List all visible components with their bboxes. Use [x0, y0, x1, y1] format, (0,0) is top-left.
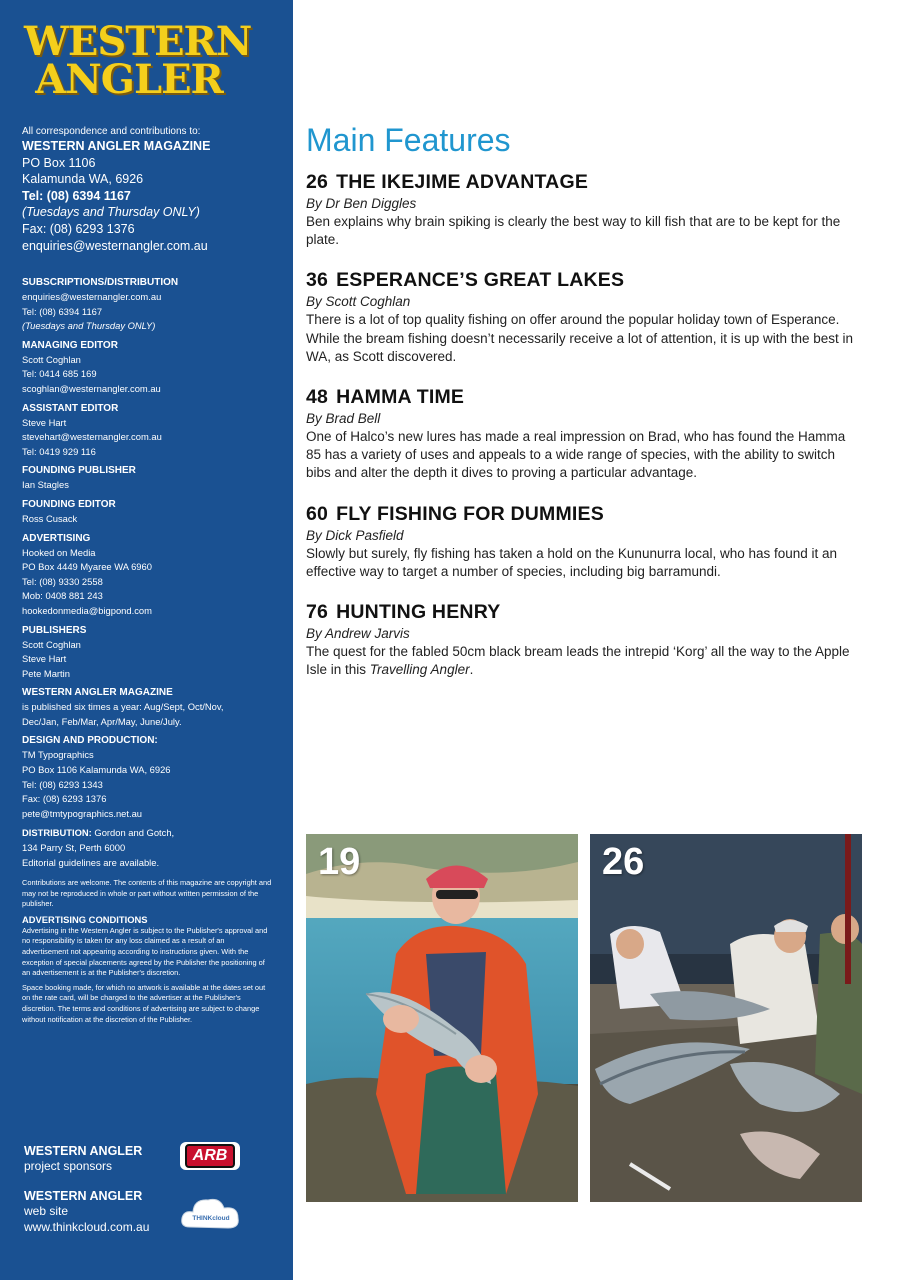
- credit-line: is published six times a year: Aug/Sept, Oct/Nov,: [22, 701, 224, 713]
- credit-line: Pete Martin: [22, 667, 70, 679]
- advertising-conditions-heading: ADVERTISING CONDITIONS: [22, 913, 148, 925]
- photo-page-number: 19: [318, 841, 361, 883]
- feature-byline: By Andrew Jarvis: [306, 626, 410, 642]
- feature-page-number: 60: [306, 502, 329, 525]
- credit-line: Steve Hart: [22, 653, 67, 665]
- feature-heading: [306, 502, 856, 527]
- feature-description: There is a lot of top quality fishing on offer around the popular holiday town of Esperance. While the bream fishing doesn’t necessarily receive a lot of attention, it is up with the best in WA, as Scott discovered.: [306, 312, 854, 364]
- credit-heading: SUBSCRIPTIONS/DISTRIBUTION: [22, 277, 179, 288]
- credit-line: 134 Parry St, Perth 6000: [22, 842, 126, 854]
- credit-line: PO Box 4449 Myaree WA 6960: [22, 561, 152, 573]
- thinkcloud-logo: [180, 1193, 242, 1233]
- credit-heading: FOUNDING PUBLISHER: [22, 465, 136, 477]
- credit-line: Ian Stagles: [22, 479, 69, 491]
- credit-line: TM Typographics: [22, 749, 94, 761]
- feature-title: FLY FISHING FOR DUMMIES: [336, 502, 604, 525]
- feature-page-number: 36: [306, 269, 329, 292]
- credit-heading: DESIGN AND PRODUCTION:: [22, 735, 158, 747]
- credit-line: Steve Hart: [22, 416, 67, 428]
- distribution-label: DISTRIBUTION:: [22, 827, 92, 839]
- credit-line: Scott Coghlan: [22, 638, 81, 650]
- contact-suburb: Kalamunda WA, 6926: [22, 172, 144, 187]
- credit-line: Tel: (08) 6293 1343: [22, 778, 103, 790]
- feature-description-text: The quest for the fabled 50cm black bream leads the intrepid ‘Korg’ all the way to the Apple Isle in this: [306, 644, 850, 678]
- credit-line: Tel: 0419 929 116: [22, 445, 96, 457]
- credit-line: Editorial guidelines are available.: [22, 856, 160, 868]
- feature-byline: By Brad Bell: [306, 411, 381, 427]
- feature-item[interactable]: [306, 502, 856, 581]
- website-title: WESTERN ANGLER: [24, 1189, 143, 1203]
- feature-heading: [306, 600, 856, 625]
- sponsors-title: WESTERN ANGLER: [24, 1144, 143, 1158]
- feature-title: ESPERANCE’S GREAT LAKES: [336, 269, 625, 292]
- feature-description-end: .: [469, 662, 474, 678]
- arb-logo: [180, 1142, 240, 1170]
- contact-fax: Fax: (08) 6293 1376: [22, 221, 135, 236]
- feature-byline: By Dick Pasfield: [306, 527, 404, 543]
- credit-line: Ross Cusack: [22, 512, 78, 524]
- page-title: Main Features: [306, 122, 511, 158]
- photo-page-26[interactable]: [590, 834, 862, 1202]
- credit-heading: FOUNDING EDITOR: [22, 498, 116, 510]
- feature-item[interactable]: [306, 170, 856, 249]
- feature-item[interactable]: [306, 600, 856, 679]
- feature-heading: [306, 385, 856, 410]
- credit-heading: PUBLISHERS: [22, 624, 87, 636]
- fine-print: [22, 878, 272, 1029]
- credit-line: Fax: (08) 6293 1376: [22, 793, 107, 805]
- contact-email: enquiries@westernangler.com.au: [22, 238, 208, 253]
- credit-heading: ADVERTISING: [22, 532, 91, 544]
- angler-holding-fish-photo: [306, 834, 578, 1202]
- logo-line-1: WESTERN: [24, 18, 252, 65]
- feature-heading: [306, 268, 856, 293]
- contact-tel: Tel: (08) 6394 1167: [22, 188, 131, 203]
- credit-line: Mob: 0408 881 243: [22, 590, 103, 602]
- credit-line: hookedonmedia@bigpond.com: [22, 604, 152, 616]
- feature-title: THE IKEJIME ADVANTAGE: [336, 171, 589, 193]
- website-url[interactable]: www.thinkcloud.com.au: [24, 1219, 150, 1234]
- feature-byline: By Dr Ben Diggles: [306, 196, 417, 211]
- western-angler-logo: [24, 18, 252, 103]
- feature-item[interactable]: [306, 385, 856, 483]
- feature-description: Slowly but surely, fly fishing has taken a hold on the Kununurra local, who has found it an effective way to target a number of species, including big barramundi.: [306, 545, 838, 579]
- contact-intro: All correspondence and contributions to:: [22, 126, 201, 137]
- credit-line: (Tuesdays and Thursday ONLY): [22, 320, 156, 332]
- feature-item[interactable]: [306, 268, 856, 366]
- main-features: [306, 120, 856, 698]
- contact-po-box: PO Box 1106: [22, 155, 96, 170]
- logo-line-2: ANGLER: [35, 56, 223, 103]
- photo-page-number: 26: [602, 841, 645, 883]
- sponsors-subtitle: project sponsors: [24, 1159, 113, 1173]
- feature-description: One of Halco’s new lures has made a real impression on Brad, who has found the Hamma 85 has a variety of uses and appeals to a wide range of species, with the ability to switch bibs and alter the depth it dives to proving a particular advantage.: [306, 429, 846, 481]
- credit-line: scoghlan@westernangler.com.au: [22, 382, 161, 394]
- feature-description: Ben explains why brain spiking is clearly the best way to kill fish that are to be kept for the plate.: [306, 214, 841, 248]
- credit-line: Scott Coghlan: [22, 353, 81, 365]
- feature-description: [306, 643, 856, 679]
- thinkcloud-logo-text: THINKcloud: [192, 1215, 230, 1222]
- arb-logo-text: ARB: [185, 1144, 236, 1168]
- website-subtitle: web site: [24, 1204, 69, 1218]
- fish-cleaning-photo: [590, 834, 862, 1202]
- cloud-icon: [180, 1193, 242, 1233]
- feature-byline: By Scott Coghlan: [306, 294, 411, 310]
- credit-line: pete@tmtypographics.net.au: [22, 807, 143, 819]
- contact-block: [22, 125, 282, 254]
- website-block: [24, 1188, 184, 1235]
- contact-hours: (Tuesdays and Thursday ONLY): [22, 205, 200, 220]
- credit-heading: ASSISTANT EDITOR: [22, 402, 119, 414]
- feature-heading: [306, 170, 856, 195]
- sidebar: [0, 0, 293, 1280]
- contact-name: WESTERN ANGLER MAGAZINE: [22, 139, 211, 153]
- credit-heading: WESTERN ANGLER MAGAZINE: [22, 687, 173, 699]
- credit-line: enquiries@westernangler.com.au: [22, 291, 162, 302]
- credit-line: Hooked on Media: [22, 546, 96, 558]
- sponsors-block: [24, 1143, 184, 1175]
- credit-line: Tel: 0414 685 169: [22, 368, 97, 380]
- feature-title: HAMMA TIME: [336, 386, 465, 409]
- feature-page-number: 48: [306, 386, 329, 409]
- credit-line: Tel: (08) 6394 1167: [22, 305, 103, 317]
- feature-description-italic: Travelling Angler: [369, 662, 470, 678]
- distribution-line: [22, 826, 284, 841]
- credit-line: Dec/Jan, Feb/Mar, Apr/May, June/July.: [22, 715, 182, 727]
- credit-line: Tel: (08) 9330 2558: [22, 575, 103, 587]
- photo-page-19[interactable]: [306, 834, 578, 1202]
- feature-page-number: 76: [306, 601, 329, 624]
- feature-title: HUNTING HENRY: [336, 601, 501, 624]
- credit-heading: MANAGING EDITOR: [22, 339, 118, 351]
- credit-line: stevehart@westernangler.com.au: [22, 431, 162, 443]
- contributions-note: Contributions are welcome. The contents of this magazine are copyright and may not be reproduced in whole or part without written permission of the publisher.: [22, 878, 272, 909]
- credit-line: PO Box 1106 Kalamunda WA, 6926: [22, 764, 171, 776]
- space-booking-text: Space booking made, for which no artwork is available at the dates set out on the rate card, will be charged to the advertiser at the Publisher's discretion. The terms and conditions of advertising are subject to change without notification at the discretion of the Publisher.: [22, 982, 266, 1024]
- credits-block: [22, 276, 284, 870]
- advertising-conditions-text: Advertising in the Western Angler is subject to the Publisher's approval and no responsibility is taken for any loss claimed as a result of an advertisement not appearing according to instructions given. With the exception of special placements agreed by the Publisher the positioning of an advertisement is at the Publisher's discretion.: [22, 925, 268, 978]
- distribution-text: Gordon and Gotch,: [91, 827, 175, 839]
- feature-page-number: 26: [306, 171, 329, 193]
